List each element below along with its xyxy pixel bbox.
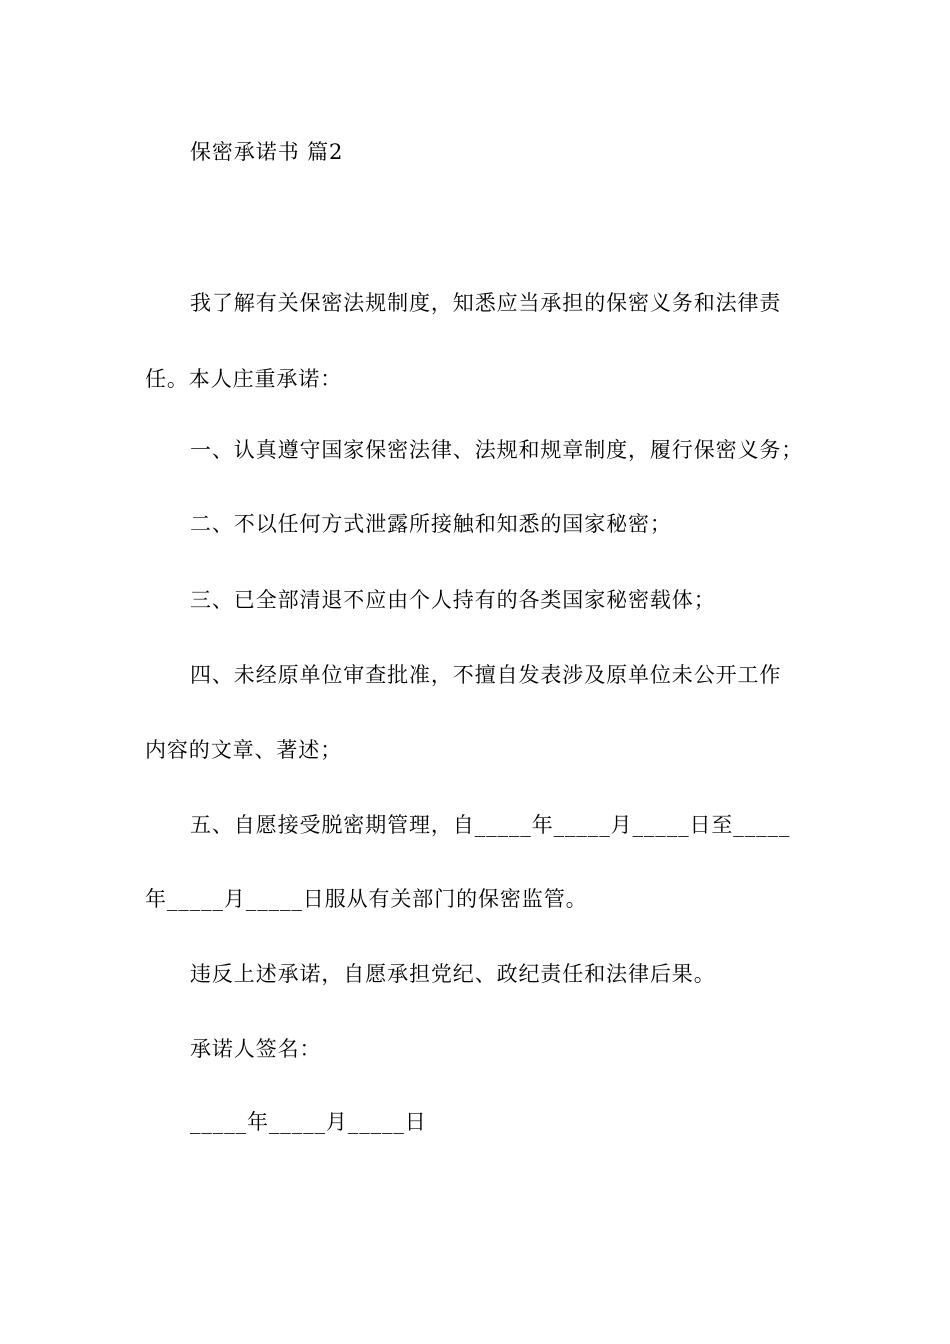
intro-text-line-2: 任。本人庄重承诺：: [145, 367, 343, 391]
commitment-item-5-line-1: 五、自愿接受脱密期管理，自_____年_____月_____日至_____: [190, 813, 791, 837]
commitment-item-4-line-1: 四、未经原单位审查批准，不擅自发表涉及原单位未公开工作: [190, 663, 782, 687]
commitment-item-4-line-2: 内容的文章、著述；: [145, 738, 343, 762]
violation-statement: 违反上述承诺，自愿承担党纪、政纪责任和法律后果。: [190, 962, 716, 986]
date-line: _____年_____月_____日: [190, 1110, 427, 1134]
commitment-item-1: 一、认真遵守国家保密法律、法规和规章制度，履行保密义务；: [190, 438, 804, 462]
commitment-item-3: 三、已全部清退不应由个人持有的各类国家秘密载体；: [190, 588, 716, 612]
commitment-item-5-line-2: 年_____月_____日服从有关部门的保密监管。: [145, 887, 588, 911]
commitment-item-2: 二、不以任何方式泄露所接触和知悉的国家秘密；: [190, 512, 672, 536]
document-title: 保密承诺书 篇2: [190, 140, 344, 164]
intro-text-line-1: 我了解有关保密法规制度，知悉应当承担的保密义务和法律责: [190, 291, 782, 315]
signature-label: 承诺人签名：: [190, 1037, 322, 1061]
